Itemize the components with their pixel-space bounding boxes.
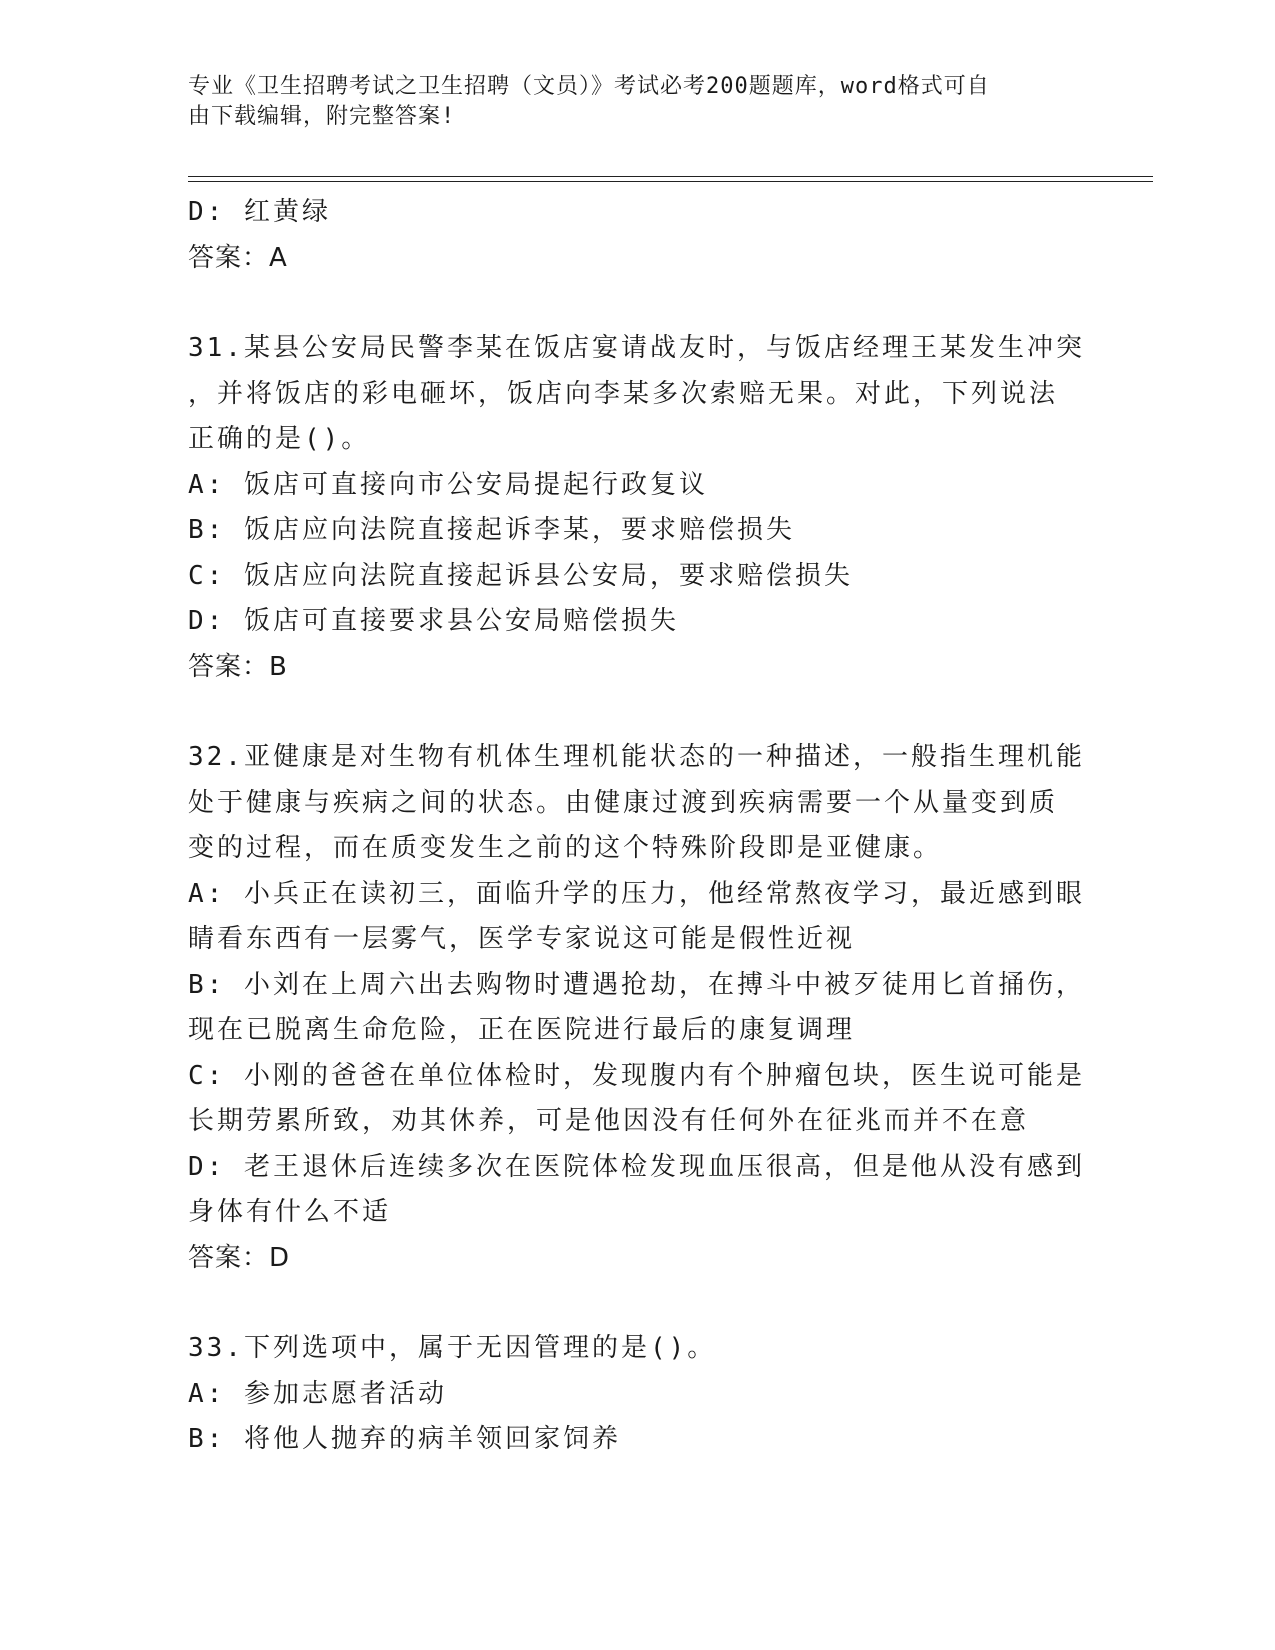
option-b: B: 饭店应向法院直接起诉李某，要求赔偿损失: [188, 515, 795, 545]
question-32: [188, 735, 1088, 1281]
option-c: C: 饭店应向法院直接起诉县公安局，要求赔偿损失: [188, 560, 853, 591]
option-d: D: 老王退休后连续多次在医院体检发现血压很高，但是他从没有感到: [188, 1151, 1085, 1182]
option-b: B: 小刘在上周六出去购物时遭遇抢劫，在搏斗中被歹徒用匕首捅伤，: [188, 969, 1085, 1000]
document-body: [188, 190, 1088, 1463]
option-d: D: 红黄绿: [188, 197, 331, 227]
option-c: C: 小刚的爸爸在单位体检时，发现腹内有个肿瘤包块，医生说可能是: [188, 1060, 1085, 1091]
option-a: A: 小兵正在读初三，面临升学的压力，他经常熬夜学习，最近感到眼: [188, 878, 1085, 909]
previous-question-tail: [188, 190, 1088, 281]
option-c-continued: 长期劳累所致，劝其休养，可是他因没有任何外在征兆而并不在意: [188, 1106, 1030, 1136]
question-stem-line: 31.某县公安局民警李某在饭店宴请战友时，与饭店经理王某发生冲突: [188, 333, 1085, 363]
question-33: [188, 1326, 1088, 1463]
header-line: 由下载编辑，附完整答案!: [188, 104, 456, 129]
answer: 答案：A: [188, 242, 288, 273]
question-31: [188, 326, 1088, 690]
header-divider: [188, 176, 1153, 177]
header-line: 专业《卫生招聘考试之卫生招聘（文员）》考试必考200题题库，word格式可自: [188, 74, 990, 99]
option-a: A: 参加志愿者活动: [188, 1378, 447, 1409]
option-d-continued: 身体有什么不适: [188, 1197, 392, 1227]
question-stem-line: 处于健康与疾病之间的状态。由健康过渡到疾病需要一个从量变到质: [188, 787, 1059, 818]
question-stem-line: 正确的是()。: [188, 424, 371, 454]
header-divider: [188, 181, 1153, 182]
option-a: A: 饭店可直接向市公安局提起行政复议: [188, 469, 708, 500]
answer: 答案：B: [188, 651, 288, 682]
answer: 答案：D: [188, 1242, 291, 1273]
option-b-continued: 现在已脱离生命危险，正在医院进行最后的康复调理: [188, 1015, 856, 1045]
question-stem-line: 33.下列选项中，属于无因管理的是()。: [188, 1333, 717, 1363]
question-stem-line: 变的过程，而在质变发生之前的这个特殊阶段即是亚健康。: [188, 833, 943, 863]
option-a-continued: 睛看东西有一层雾气，医学专家说这可能是假性近视: [188, 924, 856, 954]
page-header: [188, 72, 1068, 132]
question-stem-line: 32.亚健康是对生物有机体生理机能状态的一种描述，一般指生理机能: [188, 742, 1085, 772]
option-d: D: 饭店可直接要求县公安局赔偿损失: [188, 606, 679, 636]
question-stem-line: ，并将饭店的彩电砸坏，饭店向李某多次索赔无果。对此，下列说法: [188, 378, 1059, 409]
option-b: B: 将他人抛弃的病羊领回家饲养: [188, 1424, 621, 1454]
